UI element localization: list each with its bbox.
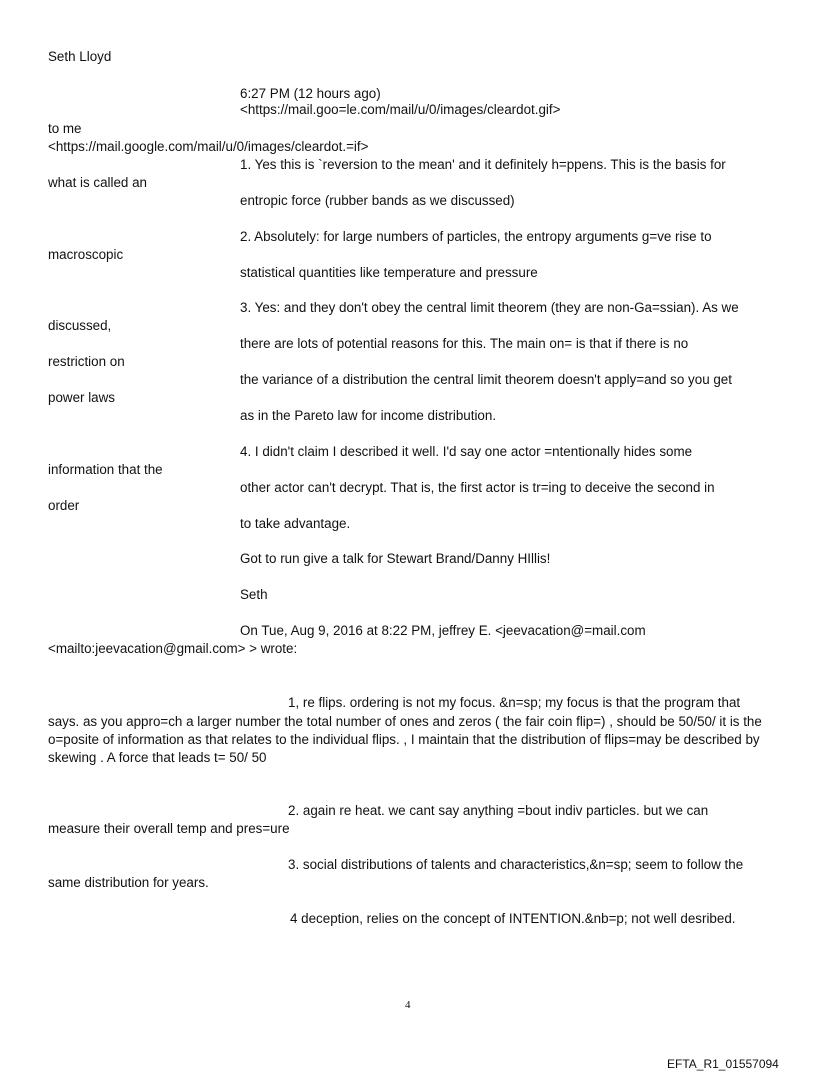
quote-p3-rest: same distribution for years. [48,875,209,890]
reply-signature: Seth [240,587,268,602]
reply-p1-line2: entropic force (rubber bands as we discussed) [240,193,515,208]
reply-p4-line3: to take advantage. [240,516,351,531]
reply-p4-line2: other actor can't decrypt. That is, the first actor is tr=ing to deceive the second in [240,480,715,495]
page-number: 4 [405,999,411,1011]
reply-p2-wrap: macroscopic [48,247,124,262]
recipient-line: to me [48,121,82,136]
quote-p2-lead: 2. again re heat. we cant say anything =bout indiv particles. but we can [288,803,709,818]
reply-closing: Got to run give a talk for Stewart Brand/Danny HIllis! [240,551,551,566]
quote-p3-lead: 3. social distributions of talents and characteristics,&n=sp; seem to follow the [288,857,744,872]
reply-p2-line2: statistical quantities like temperature and pressure [240,265,538,280]
timestamp: 6:27 PM (12 hours ago) [240,86,381,101]
reply-p2-line1: 2. Absolutely: for large numbers of particles, the entropy arguments g=ve rise to [240,229,712,244]
image-url-1: <https://mail.goo=le.com/mail/u/0/images/cleardot.gif> [240,102,561,117]
reply-p3-line2: there are lots of potential reasons for this. The main on= is that if there is no [240,336,689,351]
quote-attribution-line1: On Tue, Aug 9, 2016 at 8:22 PM, jeffrey E. <jeevacation@=mail.com [240,623,646,638]
quote-p4-lead: 4 deception, relies on the concept of INTENTION.&nb=p; not well desribed. [290,911,736,926]
quote-p1-rest: says. as you appro=ch a larger number the total number of ones and zeros ( the fair coin flip=) , should be 50/50/ it is the o=posite of information as that relates to the individual flips. , I maintain that the distribution of flips=may be described by skewing . A force that leads t= 50/ 50 [48,714,762,765]
reply-p3-line1: 3. Yes: and they don't obey the central limit theorem (they are non-Ga=ssian). As we [240,300,739,315]
reply-p3-line3: the variance of a distribution the central limit theorem doesn't apply=and so you get [240,372,732,387]
quote-attribution-line2: <mailto:jeevacation@gmail.com> > wrote: [48,641,298,656]
reply-p3-wrap3: power laws [48,390,115,405]
quote-p2-rest: measure their overall temp and pres=ure [48,821,290,836]
sender-name: Seth Lloyd [48,49,112,64]
quote-p1-lead: 1, re flips. ordering is not my focus. &n=sp; my focus is that the program that [288,695,741,710]
reply-p4-line1: 4. I didn't claim I described it well. I'd say one actor =ntentionally hides some [240,444,693,459]
reply-p1-wrap: what is called an [48,175,147,190]
reply-p3-wrap1: discussed, [48,318,112,333]
reply-p4-wrap2: order [48,498,80,513]
reply-p3-line4: as in the Pareto law for income distribution. [240,408,497,423]
reply-p4-wrap1: information that the [48,462,163,477]
document-id: EFTA_R1_01557094 [667,1057,779,1071]
image-url-2: <https://mail.google.com/mail/u/0/images/cleardot.=if> [48,139,369,154]
reply-p1-line1: 1. Yes this is `reversion to the mean' and it definitely h=ppens. This is the basis for [240,157,726,172]
reply-p3-wrap2: restriction on [48,354,125,369]
